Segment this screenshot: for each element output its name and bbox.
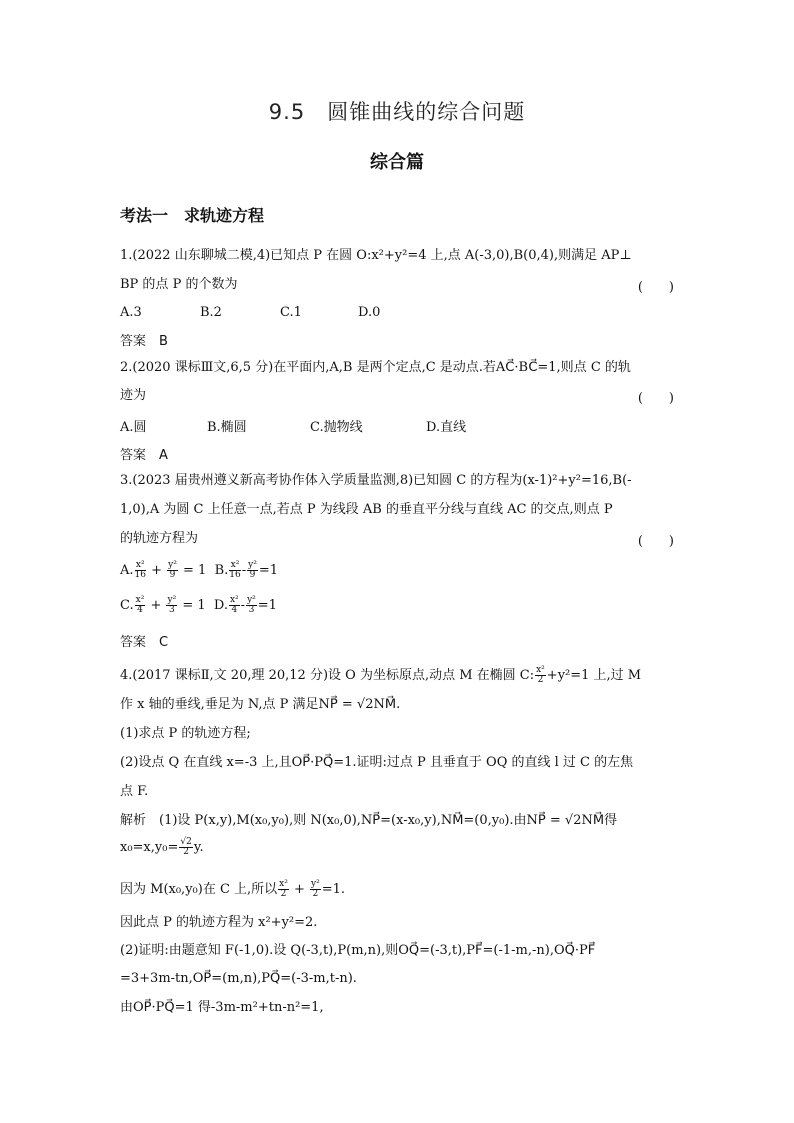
q1-line2: BP 的点 P 的个数为 (120, 277, 238, 292)
page-subtitle: 综合篇 (370, 152, 424, 173)
q4-line2: 作 x 轴的垂线,垂足为 N,点 P 满足NP⃗ = √2NM⃗. (120, 697, 401, 712)
q4-solution-line2-text: x₀=x,y₀= (120, 840, 179, 855)
q2-option-d: D.直线 (426, 420, 467, 435)
q4-line1: 4.(2017 课标Ⅱ,文 20,理 20,12 分)设 O 为坐标原点,动点 M 在椭圆 C: $\frac{\text{x²}}{2}$ +y²=1 上,过 M (120, 665, 642, 685)
q2-answer: 答案 A (120, 448, 168, 463)
q4-line1-text: 4.(2017 课标Ⅱ,文 20,理 20,12 分)设 O 为坐标原点,动点 M 在椭圆 C: (120, 668, 535, 683)
q2-option-a: A.圆 (120, 420, 147, 435)
q1-line1: 1.(2022 山东聊城二模,4)已知点 P 在圆 O:x²+y²=4 上,点 A(-3,0),B(0,4),则满足 AP⊥ (120, 248, 632, 263)
q3-line3: 的轨迹方程为 (120, 531, 199, 546)
q4-line4: (2)设点 Q 在直线 x=-3 上,且OP⃗·PQ⃗=1.证明:过点 P 且垂直于 OQ 的直线 l 过 C 的左焦 (120, 755, 634, 770)
q4-solution-line7: 由OP⃗·PQ⃗=1 得-3m-m²+tn-n²=1, (120, 1000, 324, 1015)
q3-line2: 1,0),A 为圆 C 上任意一点,若点 P 为线段 AB 的垂直平分线与直线 AC 的交点,则点 P (120, 502, 613, 517)
q4-solution-line3-text: 因为 M(x₀,y₀)在 C 上,所以 (120, 882, 278, 897)
q4-solution-line2-tail: y. (193, 840, 204, 855)
q3-options-row1: A. $\frac{\text{x²}}{16}$ + $\frac{\text{y²}}{9}$ = 1 B. $\frac{\text{x²}}{16}$ - $\frac{\text{y²}}{9}$ =1 (120, 560, 278, 580)
q4-solution-line6: =3+3m-tn,OP⃗=(m,n),PQ⃗=(-3-m,t-n). (120, 971, 357, 986)
page-title: 9.5 圆锥曲线的综合问题 (268, 100, 526, 124)
q4-solution-line3-tail: =1. (321, 882, 346, 897)
q3-line1: 3.(2023 届贵州遵义新高考协作体入学质量监测,8)已知圆 C 的方程为(x-1)²+y²=16,B(- (120, 473, 632, 488)
q2-line1: 2.(2020 课标Ⅲ文,6,5 分)在平面内,A,B 是两个定点,C 是动点.若AC⃗·BC⃗=1,则点 C 的轨 (120, 360, 631, 375)
q2-option-b: B.椭圆 (207, 420, 247, 435)
q1-answer: 答案 B (120, 334, 168, 349)
q4-line5: 点 F. (120, 784, 149, 799)
q3-option-d-label: D. (213, 598, 228, 613)
q4-solution-line2: x₀=x,y₀= $\frac{√2}{2}$ y. (120, 837, 204, 857)
q3-option-b-label: B. (214, 563, 229, 578)
q1-option-c: C.1 (280, 305, 302, 320)
q1-option-a: A.3 (120, 305, 142, 320)
q4-solution-line1: 解析 (1)设 P(x,y),M(x₀,y₀),则 N(x₀,0),NP⃗=(x-x₀,y),NM⃗=(0,y₀).由NP⃗ = √2NM⃗得 (120, 813, 618, 828)
q3-answer: 答案 C (120, 635, 169, 650)
section-heading: 考法一 求轨迹方程 (120, 206, 265, 225)
q3-answer-bracket: ( ) (637, 534, 674, 549)
q3-option-a-label: A. (120, 563, 134, 578)
q1-answer-bracket: ( ) (637, 280, 674, 295)
q4-line1-tail: +y²=1 上,过 M (546, 668, 642, 683)
q4-solution-line3: 因为 M(x₀,y₀)在 C 上,所以 $\frac{\text{x²}}{2}$ + $\frac{\text{y²}}{2}$ =1. (120, 879, 346, 899)
q1-option-b: B.2 (200, 305, 222, 320)
q4-solution-line5: (2)证明:由题意知 F(-1,0).设 Q(-3,t),P(m,n),则OQ⃗=(-3,t),PF⃗=(-1-m,-n),OQ⃗·PF⃗ (120, 943, 596, 958)
q2-answer-bracket: ( ) (637, 391, 674, 406)
q2-option-c: C.抛物线 (310, 420, 363, 435)
q3-option-c-label: C. (120, 598, 134, 613)
q4-solution-line4: 因此点 P 的轨迹方程为 x²+y²=2. (120, 915, 318, 930)
q3-options-row2: C. $\frac{\text{x²}}{4}$ + $\frac{\text{y²}}{3}$ = 1 D. $\frac{\text{x²}}{4}$ - $\frac{\text{y²}}{3}$ =1 (120, 595, 277, 615)
q2-line2: 迹为 (120, 388, 147, 403)
q4-line3: (1)求点 P 的轨迹方程; (120, 726, 251, 741)
q1-option-d: D.0 (358, 305, 381, 320)
